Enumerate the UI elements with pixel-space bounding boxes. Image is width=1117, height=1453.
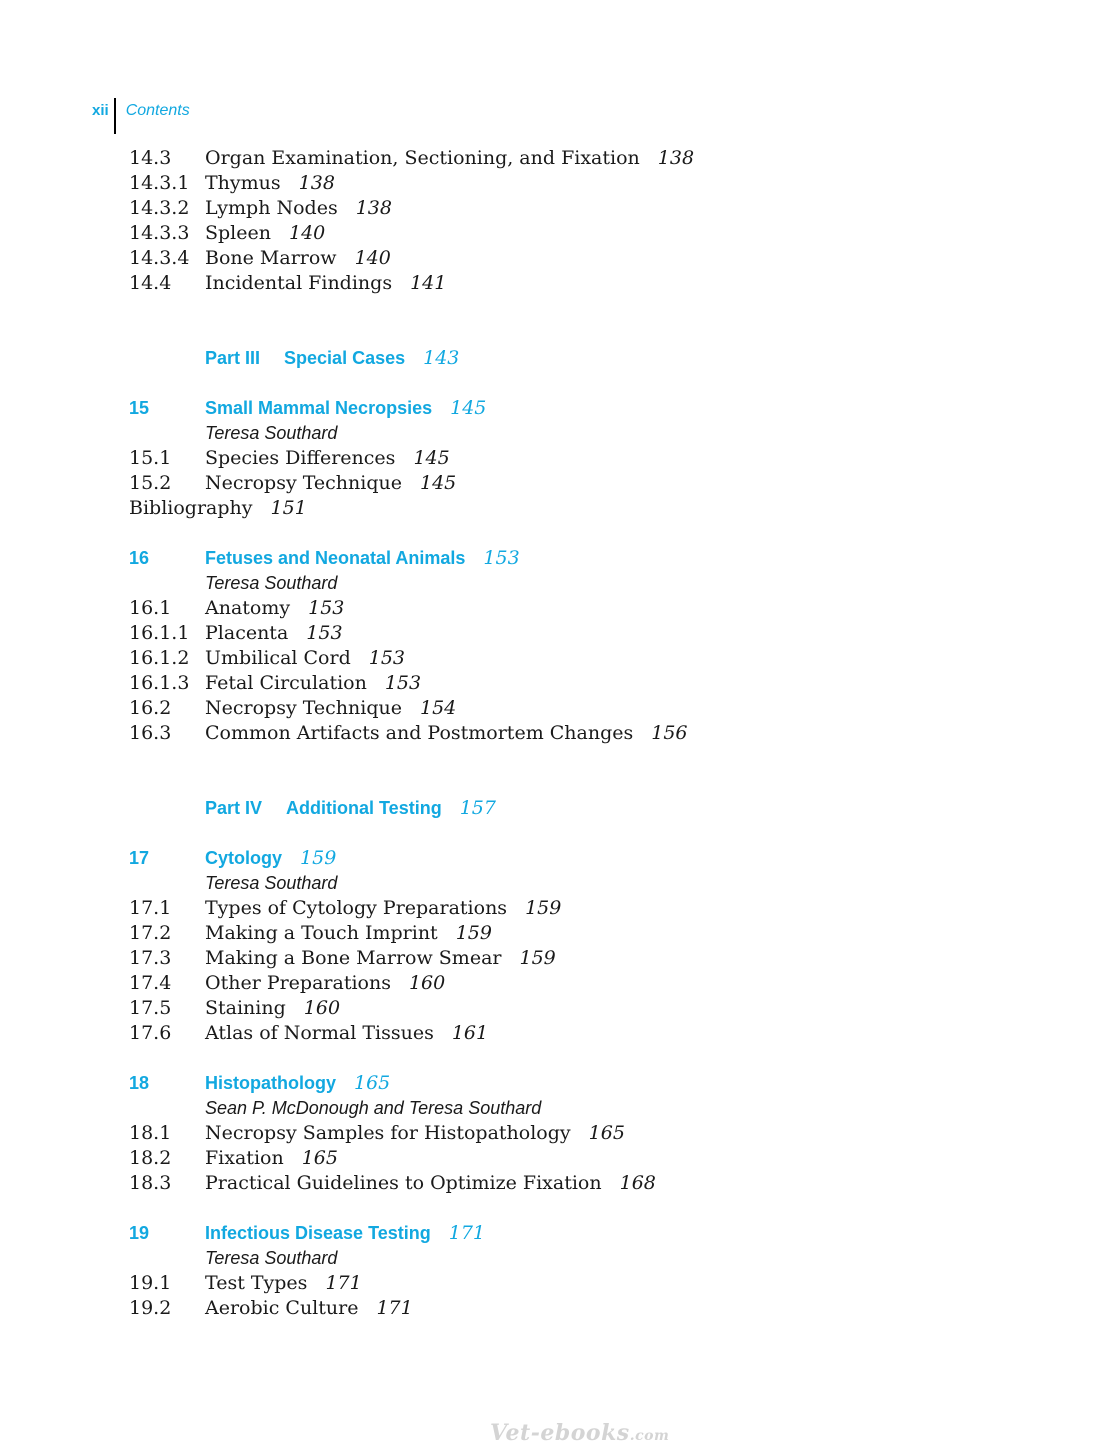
- section-page: 160: [303, 997, 341, 1019]
- section-number: 14.4: [129, 272, 172, 294]
- toc-entry-17-1: [129, 896, 1029, 921]
- bibliography-page: 151: [270, 497, 307, 519]
- chapter-author: Teresa Southard: [205, 423, 338, 443]
- section-number: 19.2: [129, 1297, 172, 1319]
- section-title-text: Necropsy Samples for Histopathology: [205, 1122, 571, 1144]
- section-title: [205, 646, 405, 671]
- section-title: [205, 1171, 656, 1196]
- chapter-title: [205, 846, 336, 871]
- section-title: [205, 971, 445, 996]
- section-number: 14.3.3: [129, 222, 190, 244]
- toc-entry-16-1-1: [129, 621, 1029, 646]
- section-title: [205, 946, 556, 971]
- toc-chapter-18: [129, 1071, 1029, 1096]
- section-page: 145: [413, 447, 450, 469]
- section-number: 17.5: [129, 997, 172, 1019]
- part-label: Part IV: [205, 798, 263, 818]
- chapter-author: Sean P. McDonough and Teresa Southard: [205, 1098, 542, 1118]
- watermark-suffix: .com: [629, 1428, 670, 1444]
- toc-entry-17-3: [129, 946, 1029, 971]
- part-title: Additional Testing: [286, 798, 442, 818]
- part-heading: [205, 346, 459, 371]
- toc-entry-17-4: [129, 971, 1029, 996]
- section-page: 138: [657, 147, 695, 169]
- running-head: [92, 98, 190, 134]
- part-label: Part III: [205, 348, 261, 368]
- toc-entry-19-1: [129, 1271, 1029, 1296]
- toc-part-3: [129, 346, 1029, 371]
- section-title-text: Spleen: [205, 222, 271, 244]
- section-title-text: Making a Touch Imprint: [205, 922, 438, 944]
- section-title: [205, 896, 561, 921]
- bibliography-title: Bibliography: [129, 497, 253, 519]
- chapter-number: 16: [129, 548, 150, 568]
- toc-chapter-17-author: [129, 871, 1029, 896]
- toc-entry-16-3: [129, 721, 1029, 746]
- toc-chapter-18-author: [129, 1096, 1029, 1121]
- section-page: 156: [651, 722, 688, 744]
- section-number: 14.3.4: [129, 247, 190, 269]
- chapter-title-text: Histopathology: [205, 1073, 336, 1093]
- section-title-text: Umbilical Cord: [205, 647, 351, 669]
- watermark-logo: [490, 1420, 669, 1446]
- chapter-title-text: Small Mammal Necropsies: [205, 398, 433, 418]
- section-title-text: Placenta: [205, 622, 289, 644]
- section-number: 17.6: [129, 1022, 172, 1044]
- bibliography-entry: [129, 496, 307, 521]
- section-number: 18.2: [129, 1147, 172, 1169]
- section-page: 153: [306, 622, 343, 644]
- section-page: 165: [588, 1122, 625, 1144]
- chapter-author: Teresa Southard: [205, 573, 338, 593]
- section-title-text: Thymus: [205, 172, 281, 194]
- chapter-author: Teresa Southard: [205, 873, 338, 893]
- chapter-page: 171: [448, 1222, 485, 1244]
- section-title-text: Incidental Findings: [205, 272, 393, 294]
- chapter-title: [205, 1071, 390, 1096]
- toc-chapter-19: [129, 1221, 1029, 1246]
- section-title-text: Types of Cytology Preparations: [205, 897, 508, 919]
- section-title: [205, 221, 325, 246]
- toc-chapter-16: [129, 546, 1029, 571]
- section-number: 17.1: [129, 897, 172, 919]
- section-number: 16.1.3: [129, 672, 190, 694]
- part-heading: [205, 796, 496, 821]
- part-title: Special Cases: [284, 348, 406, 368]
- section-title-text: Lymph Nodes: [205, 197, 338, 219]
- chapter-page: 165: [354, 1072, 391, 1094]
- section-page: 159: [525, 897, 562, 919]
- chapter-number: 15: [129, 398, 150, 418]
- chapter-number: 18: [129, 1073, 150, 1093]
- section-title: [205, 196, 392, 221]
- toc-entry-14-3-2: [129, 196, 1029, 221]
- section-page: 159: [519, 947, 556, 969]
- section-title: [205, 921, 492, 946]
- section-title-text: Practical Guidelines to Optimize Fixation: [205, 1172, 602, 1194]
- section-number: 16.3: [129, 722, 172, 744]
- section-title-text: Test Types: [205, 1272, 308, 1294]
- section-title: [205, 721, 688, 746]
- watermark-text: Vet-ebooks: [490, 1420, 630, 1446]
- section-title-text: Fetal Circulation: [205, 672, 367, 694]
- toc-entry-17-2: [129, 921, 1029, 946]
- section-title: [205, 596, 344, 621]
- toc-entry-15-2: [129, 471, 1029, 496]
- section-page: 138: [298, 172, 335, 194]
- section-page: 140: [354, 247, 391, 269]
- section-title: [205, 1271, 362, 1296]
- toc-entry-17-5: [129, 996, 1029, 1021]
- section-number: 17.3: [129, 947, 172, 969]
- toc-chapter-15-author: [129, 421, 1029, 446]
- section-number: 14.3: [129, 147, 172, 169]
- toc-entry-14-3: [129, 146, 1029, 171]
- section-number: 17.2: [129, 922, 172, 944]
- section-title-text: Making a Bone Marrow Smear: [205, 947, 502, 969]
- toc-entry-17-6: [129, 1021, 1029, 1046]
- section-page: 159: [455, 922, 492, 944]
- table-of-contents: [129, 146, 1029, 1321]
- section-title: [205, 471, 456, 496]
- section-page: 171: [325, 1272, 362, 1294]
- toc-entry-16-1-2: [129, 646, 1029, 671]
- section-page: 161: [451, 1022, 489, 1044]
- toc-entry-18-2: [129, 1146, 1029, 1171]
- section-page: 140: [288, 222, 326, 244]
- part-page: 157: [459, 797, 496, 819]
- toc-entry-18-3: [129, 1171, 1029, 1196]
- section-title: [205, 171, 335, 196]
- section-title-text: Necropsy Technique: [205, 697, 402, 719]
- section-number: 14.3.2: [129, 197, 190, 219]
- section-number: 17.4: [129, 972, 172, 994]
- chapter-title-text: Cytology: [205, 848, 283, 868]
- toc-chapter-17: [129, 846, 1029, 871]
- section-title: [205, 446, 450, 471]
- section-number: 19.1: [129, 1272, 172, 1294]
- toc-chapter-19-author: [129, 1246, 1029, 1271]
- chapter-title: [205, 1221, 485, 1246]
- toc-entry-19-2: [129, 1296, 1029, 1321]
- section-title-text: Other Preparations: [205, 972, 391, 994]
- section-title-text: Anatomy: [205, 597, 291, 619]
- chapter-page: 159: [300, 847, 337, 869]
- toc-entry-15-1: [129, 446, 1029, 471]
- section-number: 16.2: [129, 697, 172, 719]
- section-page: 145: [420, 472, 457, 494]
- toc-entry-14-3-4: [129, 246, 1029, 271]
- section-page: 153: [384, 672, 422, 694]
- section-title-text: Organ Examination, Sectioning, and Fixation: [205, 147, 640, 169]
- section-page: 141: [410, 272, 447, 294]
- section-number: 15.2: [129, 472, 172, 494]
- section-title-text: Common Artifacts and Postmortem Changes: [205, 722, 634, 744]
- toc-part-4: [129, 796, 1029, 821]
- chapter-page: 153: [483, 547, 520, 569]
- chapter-page: 145: [450, 397, 487, 419]
- section-title-text: Fixation: [205, 1147, 284, 1169]
- section-title: [205, 1021, 488, 1046]
- section-title: [205, 1121, 625, 1146]
- section-number: 18.3: [129, 1172, 172, 1194]
- chapter-title: [205, 546, 520, 571]
- toc-entry-14-4: [129, 271, 1029, 296]
- section-title: [205, 1296, 413, 1321]
- header-page-number: xii: [92, 102, 109, 119]
- section-title-text: Atlas of Normal Tissues: [205, 1022, 434, 1044]
- toc-entry-18-1: [129, 1121, 1029, 1146]
- chapter-title-text: Infectious Disease Testing: [205, 1223, 431, 1243]
- chapter-number: 19: [129, 1223, 150, 1243]
- section-title-text: Species Differences: [205, 447, 396, 469]
- toc-entry-16-2: [129, 696, 1029, 721]
- section-page: 165: [301, 1147, 338, 1169]
- section-title: [205, 271, 446, 296]
- toc-chapter-16-author: [129, 571, 1029, 596]
- section-page: 138: [355, 197, 392, 219]
- toc-entry-14-3-1: [129, 171, 1029, 196]
- section-page: 171: [376, 1297, 413, 1319]
- header-divider: [114, 98, 116, 134]
- section-title: [205, 246, 391, 271]
- section-number: 14.3.1: [129, 172, 190, 194]
- section-title: [205, 1146, 338, 1171]
- section-title: [205, 621, 343, 646]
- header-section-title: Contents: [125, 102, 190, 119]
- section-page: 153: [308, 597, 345, 619]
- section-title-text: Staining: [205, 997, 286, 1019]
- section-title: [205, 146, 694, 171]
- toc-entry-14-3-3: [129, 221, 1029, 246]
- section-page: 153: [368, 647, 405, 669]
- chapter-number: 17: [129, 848, 150, 868]
- section-number: 15.1: [129, 447, 172, 469]
- chapter-author: Teresa Southard: [205, 1248, 338, 1268]
- chapter-title: [205, 396, 486, 421]
- section-number: 16.1.2: [129, 647, 190, 669]
- section-title-text: Aerobic Culture: [205, 1297, 359, 1319]
- section-number: 16.1.1: [129, 622, 190, 644]
- chapter-title-text: Fetuses and Neonatal Animals: [205, 548, 466, 568]
- section-title: [205, 671, 421, 696]
- toc-entry-16-1: [129, 596, 1029, 621]
- section-page: 154: [420, 697, 457, 719]
- section-page: 168: [619, 1172, 656, 1194]
- toc-entry-16-1-3: [129, 671, 1029, 696]
- section-page: 160: [408, 972, 446, 994]
- part-page: 143: [423, 347, 460, 369]
- toc-chapter-15: [129, 396, 1029, 421]
- section-title: [205, 696, 456, 721]
- section-title: [205, 996, 340, 1021]
- toc-entry-bibliography: [129, 496, 1029, 521]
- section-title-text: Necropsy Technique: [205, 472, 402, 494]
- section-title-text: Bone Marrow: [205, 247, 337, 269]
- section-number: 16.1: [129, 597, 172, 619]
- section-number: 18.1: [129, 1122, 172, 1144]
